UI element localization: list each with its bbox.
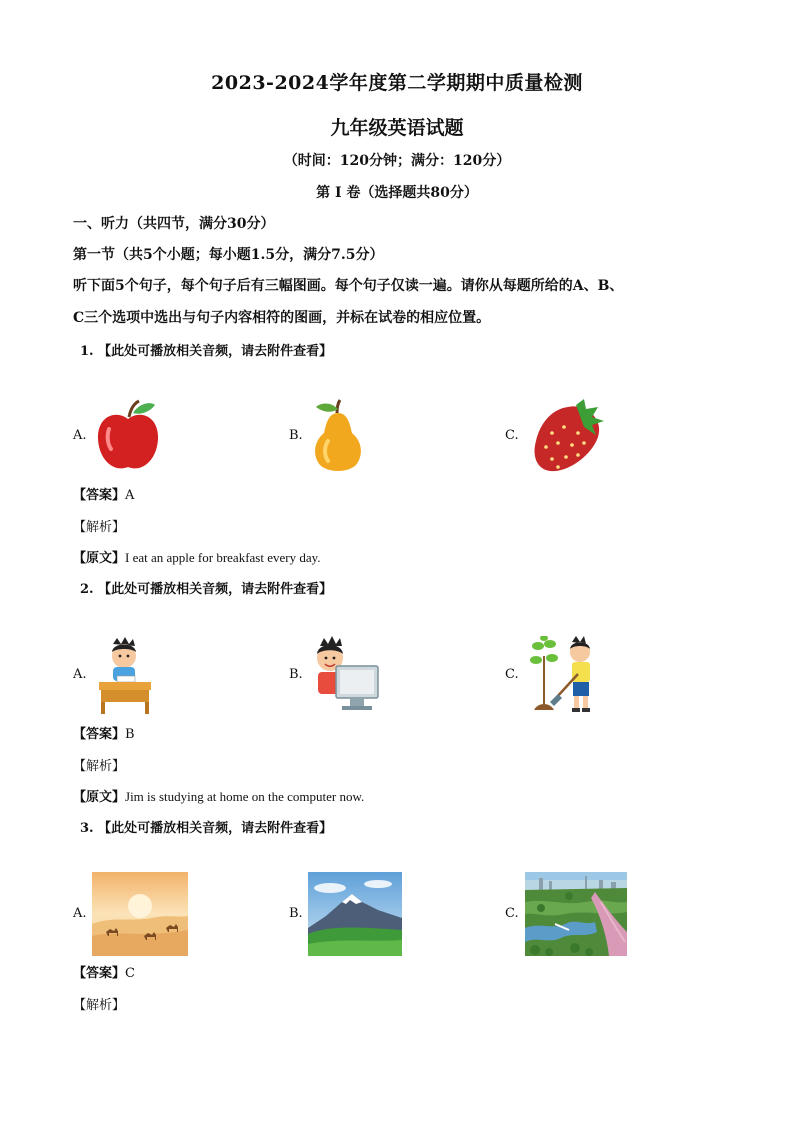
volume-heading: 第 I 卷（选择题共80分） [316, 185, 478, 201]
answer-value: C [125, 966, 135, 981]
boy-planting-tree-icon[interactable] [528, 636, 606, 714]
boy-at-computer-icon[interactable] [310, 636, 382, 714]
section-title: 一、听力（共四节，满分30分） [73, 216, 275, 232]
option-c-label: C. [505, 667, 519, 682]
strawberry-icon[interactable] [528, 399, 606, 473]
desert-camels-image[interactable] [92, 872, 188, 956]
option-b-label: B. [289, 667, 303, 682]
question-number: 3. [80, 821, 94, 836]
question-prompt: 【此处可播放相关音频，请去附件查看】 [98, 821, 333, 836]
answer-3: 【答案】C [73, 966, 135, 981]
boy-reading-at-desk-icon[interactable] [95, 636, 155, 714]
option-c-label: C. [505, 428, 519, 443]
original-2: 【原文】Jim is studying at home on the computer now. [73, 789, 365, 805]
instruction-line-1: 听下面5个句子，每个句子后有三幅图画。每个句子仅读一遍。请你从每题所给的A、B、 [73, 278, 624, 294]
question-prompt: 【此处可播放相关音频，请去附件查看】 [98, 344, 333, 359]
option-a-label: A. [73, 667, 87, 682]
original-text: Jim is studying at home on the computer now. [125, 789, 365, 804]
question-number: 1. [80, 344, 94, 359]
exam-subtitle: 九年级英语试题 [330, 117, 464, 139]
pear-icon[interactable] [308, 399, 368, 473]
analysis-2: 【解析】 [73, 759, 126, 774]
analysis-1: 【解析】 [73, 520, 126, 535]
question-3 [80, 817, 332, 836]
option-a-label: A. [73, 428, 87, 443]
analysis-3: 【解析】 [73, 998, 126, 1013]
mountain-grassland-image[interactable] [308, 872, 402, 956]
option-c-label: C. [505, 906, 519, 921]
time-info: （时间：120分钟；满分：120分） [283, 153, 511, 169]
part-title: 第一节（共5个小题；每小题1.5分，满分7.5分） [73, 247, 384, 263]
question-prompt: 【此处可播放相关音频，请去附件查看】 [98, 582, 333, 597]
question-1 [80, 340, 332, 359]
question-number: 2. [80, 582, 94, 597]
instruction-line-2: C三个选项中选出与句子内容相符的图画，并标在试卷的相应位置。 [73, 310, 491, 326]
answer-2: 【答案】B [73, 727, 135, 742]
option-a-label: A. [73, 906, 87, 921]
answer-1: 【答案】A [73, 488, 135, 503]
answer-value: A [125, 488, 135, 503]
original-text: I eat an apple for breakfast every day. [125, 550, 321, 565]
apple-icon[interactable] [95, 399, 161, 473]
exam-title: 2023-2024学年度第二学期期中质量检测 [211, 72, 583, 94]
question-2 [80, 578, 332, 597]
option-b-label: B. [289, 428, 303, 443]
original-1: 【原文】I eat an apple for breakfast every day. [73, 550, 321, 566]
answer-value: B [125, 727, 135, 742]
option-b-label: B. [289, 906, 303, 921]
city-park-aerial-image[interactable] [525, 872, 627, 956]
